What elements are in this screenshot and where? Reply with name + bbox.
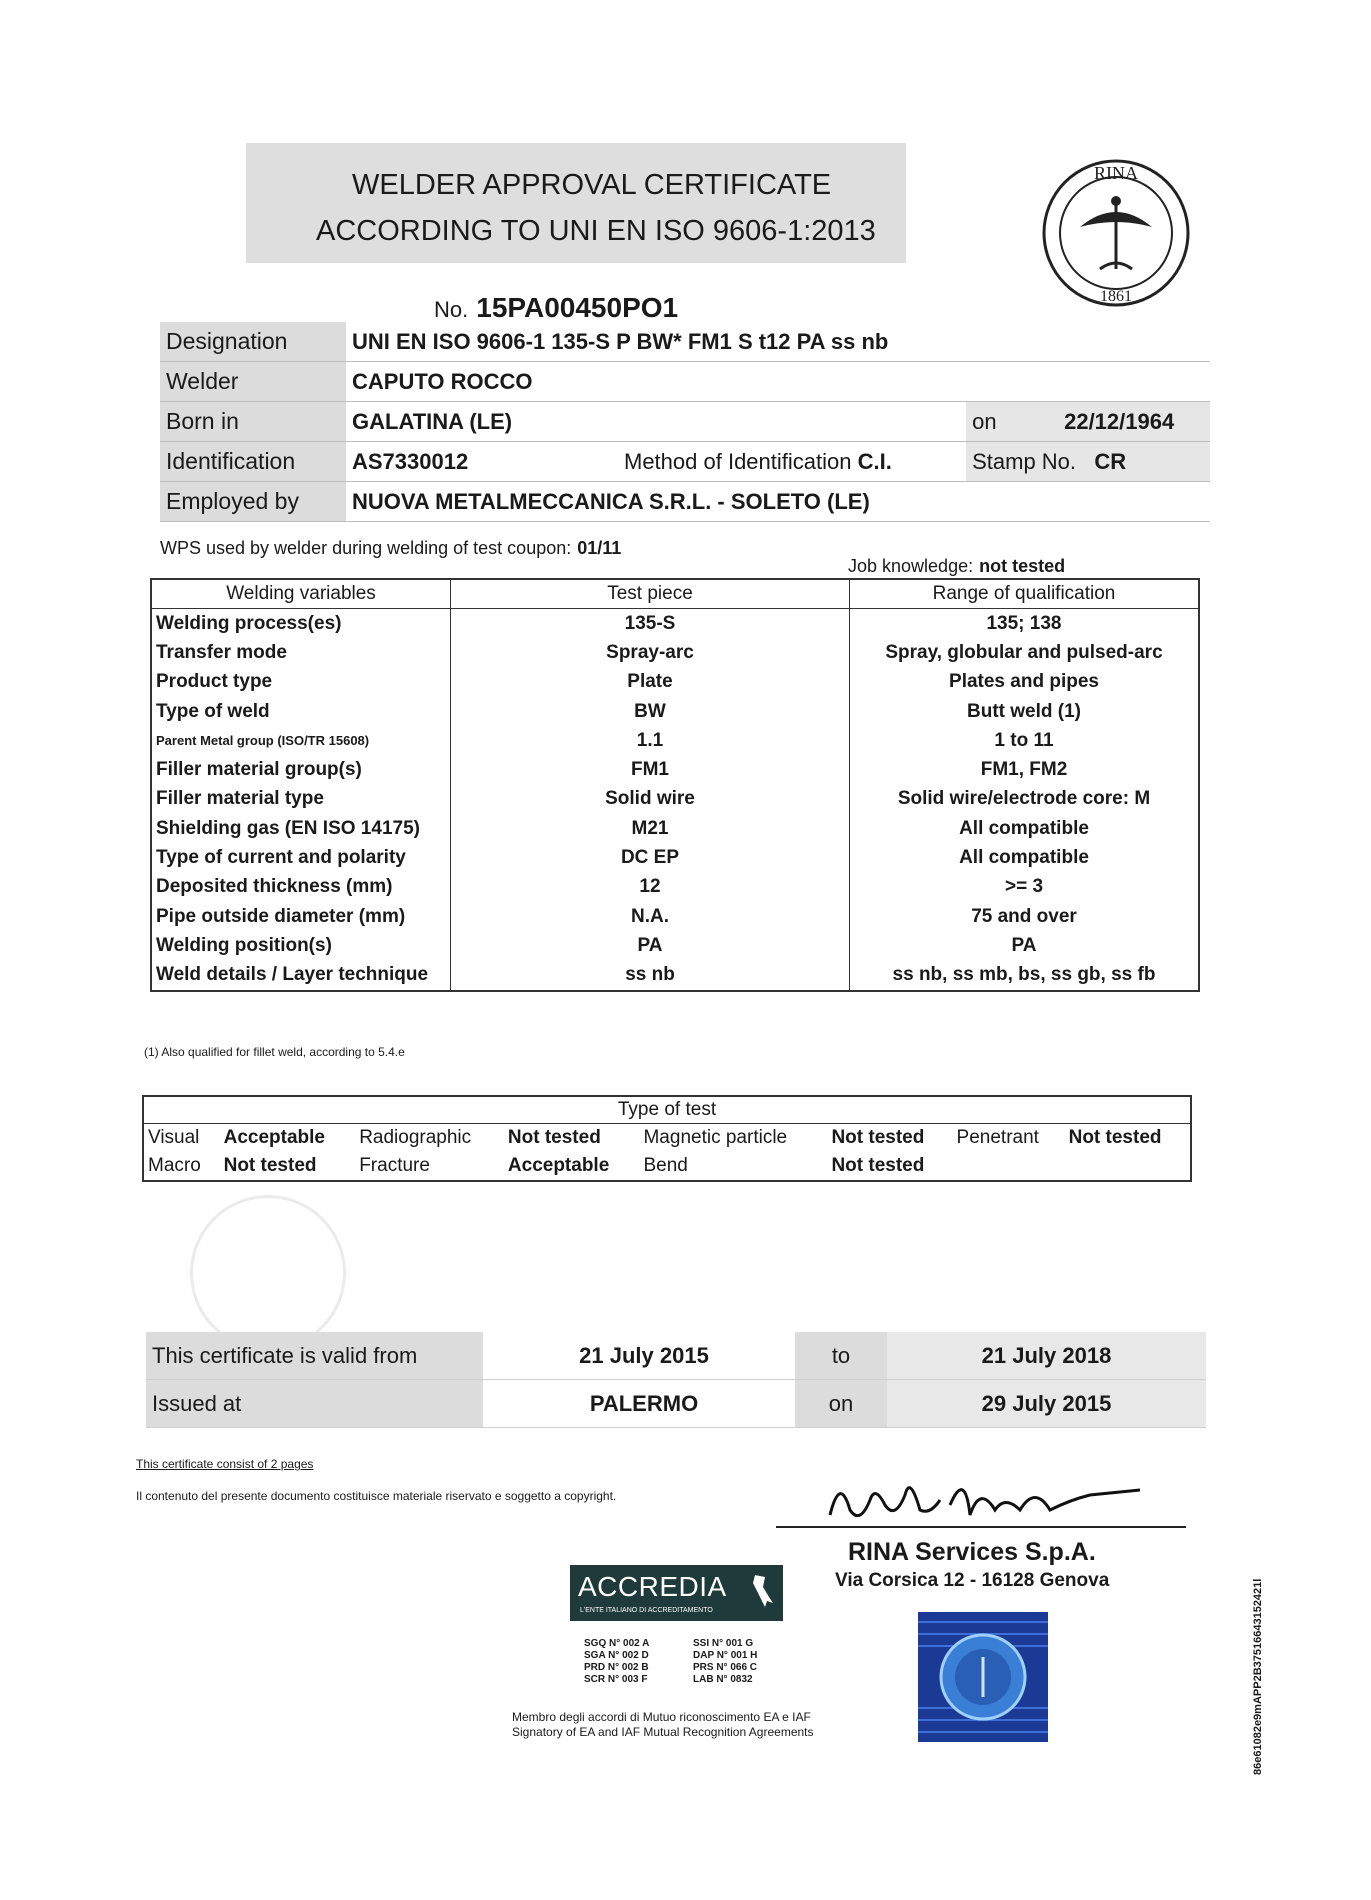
accredia-codes-right (693, 1638, 757, 1686)
variable-row (151, 902, 1199, 931)
variable-row (151, 785, 1199, 814)
variables-col-header: Welding variables (151, 579, 451, 609)
wps-value: 01/11 (577, 538, 622, 558)
variable-row (151, 726, 1199, 755)
range-value: 135; 138 (986, 612, 1062, 634)
test-type-header: Type of test (143, 1096, 1191, 1124)
test-piece-value: 135-S (451, 609, 850, 639)
test-piece-col-header: Test piece (451, 579, 850, 609)
variable-row (151, 873, 1199, 902)
accredia-code: SGA N° 002 D (584, 1650, 649, 1661)
variable-row (151, 843, 1199, 872)
welding-variables-table (150, 578, 1200, 992)
serial-code: 86e61082e9mAPP2B37516643152421l (1252, 1578, 1264, 1775)
range-value: Butt weld (1) (967, 700, 1081, 722)
copyright-note: Il contenuto del presente documento costituisce materiale riservato e soggetto a copyright. (136, 1489, 617, 1503)
accredia-code: PRS N° 066 C (693, 1662, 758, 1673)
test-piece-value: Solid wire (451, 785, 850, 814)
test-row (143, 1124, 1191, 1153)
accredia-logo (570, 1565, 783, 1621)
designation-value: UNI EN ISO 9606-1 135-S P BW* FM1 S t12 PA ss nb (346, 322, 1210, 362)
job-knowledge-value: not tested (979, 556, 1066, 576)
variable-row (151, 961, 1199, 991)
accredia-code: SSI N° 001 G (693, 1638, 754, 1649)
test-label: Fracture (359, 1155, 430, 1176)
test-piece-value: Plate (451, 668, 850, 697)
test-type-table (142, 1095, 1192, 1182)
welder-value: CAPUTO ROCCO (346, 362, 1210, 402)
variable-name: Deposited thickness (mm) (156, 876, 393, 898)
issued-at-label: Issued at (146, 1380, 483, 1428)
variable-row (151, 638, 1199, 667)
variable-name: Welding position(s) (156, 934, 332, 956)
variable-name: Type of weld (156, 700, 270, 722)
test-label: Visual (148, 1127, 200, 1148)
certificate-title: WELDER APPROVAL CERTIFICATE (352, 169, 832, 201)
test-piece-value: M21 (451, 814, 850, 843)
validity-table (146, 1332, 1206, 1428)
variable-name: Type of current and polarity (156, 847, 406, 869)
test-label: Radiographic (359, 1127, 472, 1148)
test-label: Bend (643, 1155, 688, 1176)
test-result: Not tested (223, 1155, 317, 1176)
accredia-codes-left (584, 1638, 649, 1686)
valid-to-label: to (795, 1332, 887, 1380)
welder-info-table (160, 322, 1210, 522)
test-result: Not tested (831, 1155, 925, 1176)
test-piece-value: 1.1 (451, 726, 850, 755)
valid-to-date: 21 July 2018 (887, 1332, 1206, 1380)
test-piece-value: BW (451, 697, 850, 726)
test-piece-value: Spray-arc (451, 638, 850, 667)
rina-hologram-seal (918, 1612, 1048, 1742)
faint-rina-stamp (190, 1195, 346, 1351)
variables-body (151, 609, 1199, 991)
range-value: All compatible (959, 847, 1089, 869)
variable-row (151, 931, 1199, 960)
variable-name: Welding process(es) (156, 612, 342, 634)
test-row (143, 1152, 1191, 1181)
job-knowledge (848, 556, 1065, 577)
membro-it: Membro degli accordi di Mutuo riconoscimento EA e IAF (512, 1710, 811, 1724)
stamp-value: CR (1094, 448, 1127, 474)
wps-label: WPS used by welder during welding of test coupon: (160, 538, 572, 558)
variable-row (151, 609, 1199, 639)
test-label: Penetrant (956, 1127, 1039, 1148)
accredia-code: DAP N° 001 H (693, 1650, 758, 1661)
identification-value: AS7330012 (346, 442, 618, 482)
variable-row (151, 755, 1199, 784)
variable-row (151, 814, 1199, 843)
born-value: GALATINA (LE) (346, 402, 966, 442)
range-value: FM1, FM2 (980, 759, 1068, 781)
variable-row (151, 668, 1199, 697)
born-date: 22/12/1964 (1058, 402, 1210, 442)
test-result: Acceptable (507, 1155, 610, 1176)
certificate-number (434, 292, 678, 324)
variable-name: Parent Metal group (ISO/TR 15608) (156, 733, 370, 749)
issued-on-label: on (795, 1380, 887, 1428)
certificate-title-box (246, 143, 906, 263)
variable-name: Product type (156, 671, 273, 693)
test-result: Acceptable (223, 1127, 325, 1148)
test-piece-value: DC EP (451, 843, 850, 872)
test-piece-value: PA (451, 931, 850, 960)
membro-en: Signatory of EA and IAF Mutual Recognition Agreements (512, 1725, 814, 1739)
accredia-code: SGQ N° 002 A (584, 1638, 650, 1649)
stamp-label: Stamp No. (972, 448, 1077, 474)
italy-map-icon (751, 1573, 775, 1613)
issuer-name: RINA Services S.p.A. (848, 1538, 1096, 1566)
variable-name: Transfer mode (156, 641, 287, 663)
certificate-number-value: 15PA00450PO1 (476, 292, 679, 323)
certificate-number-label: No. (434, 297, 469, 322)
test-label: Magnetic particle (643, 1127, 788, 1148)
born-label: Born in (160, 402, 346, 442)
variable-name: Pipe outside diameter (mm) (156, 905, 406, 927)
method-value: C.I. (857, 448, 892, 474)
job-knowledge-label: Job knowledge: (848, 556, 974, 576)
range-value: ss nb, ss mb, bs, ss gb, ss fb (892, 964, 1156, 986)
variable-name: Filler material type (156, 788, 324, 810)
born-on-label: on (966, 402, 1058, 442)
accredia-name: ACCREDIA (578, 1571, 727, 1602)
test-piece-value: ss nb (451, 961, 850, 991)
test-result: Not tested (831, 1127, 925, 1148)
test-result: Not tested (1068, 1127, 1162, 1148)
accredia-subtitle: L'ENTE ITALIANO DI ACCREDITAMENTO (580, 1607, 713, 1614)
issued-at-place: PALERMO (493, 1380, 795, 1428)
certificate-standard: ACCORDING TO UNI EN ISO 9606-1:2013 (316, 215, 876, 247)
signature-line (776, 1526, 1186, 1528)
employed-value: NUOVA METALMECCANICA S.R.L. - SOLETO (LE) (346, 482, 1210, 522)
footnote: (1) Also qualified for fillet weld, according to 5.4.e (144, 1045, 405, 1059)
serial-code-strip (1252, 1555, 1268, 1775)
variable-name: Shielding gas (EN ISO 14175) (156, 817, 420, 839)
welder-label: Welder (160, 362, 346, 402)
wps-line (160, 538, 621, 559)
seal-ring-text: RINA (1094, 163, 1138, 183)
valid-from-date: 21 July 2015 (493, 1332, 795, 1380)
range-value: >= 3 (1004, 876, 1044, 898)
test-piece-value: N.A. (451, 902, 850, 931)
variable-name: Weld details / Layer technique (156, 964, 429, 986)
pages-note: This certificate consist of 2 pages (136, 1457, 314, 1471)
accredia-code: LAB N° 0832 (693, 1674, 753, 1685)
range-value: Plates and pipes (949, 671, 1099, 693)
issuer-address: Via Corsica 12 - 16128 Genova (835, 1570, 1110, 1591)
mutual-recognition-note (512, 1710, 814, 1740)
designation-label: Designation (160, 322, 346, 362)
stamp-cell (966, 442, 1210, 482)
method-cell (618, 442, 966, 482)
range-value: Spray, globular and pulsed-arc (885, 641, 1163, 663)
rina-seal-logo (1040, 157, 1192, 309)
range-value: PA (1011, 934, 1037, 956)
variable-name: Filler material group(s) (156, 759, 362, 781)
valid-from-label: This certificate is valid from (146, 1332, 483, 1380)
seal-year: 1861 (1100, 288, 1132, 305)
accredia-code: SCR N° 003 F (584, 1674, 648, 1685)
range-value: All compatible (959, 817, 1089, 839)
variable-row (151, 697, 1199, 726)
test-label: Macro (148, 1155, 201, 1176)
range-value: Solid wire/electrode core: M (897, 788, 1151, 810)
issued-on-date: 29 July 2015 (887, 1380, 1206, 1428)
range-value: 75 and over (971, 905, 1077, 927)
employed-label: Employed by (160, 482, 346, 522)
accredia-code: PRD N° 002 B (584, 1662, 649, 1673)
method-label: Method of Identification (624, 448, 852, 474)
range-col-header: Range of qualification (850, 579, 1200, 609)
test-piece-value: FM1 (451, 755, 850, 784)
test-result: Not tested (507, 1127, 601, 1148)
identification-label: Identification (160, 442, 346, 482)
range-value: 1 to 11 (994, 729, 1054, 751)
test-piece-value: 12 (451, 873, 850, 902)
